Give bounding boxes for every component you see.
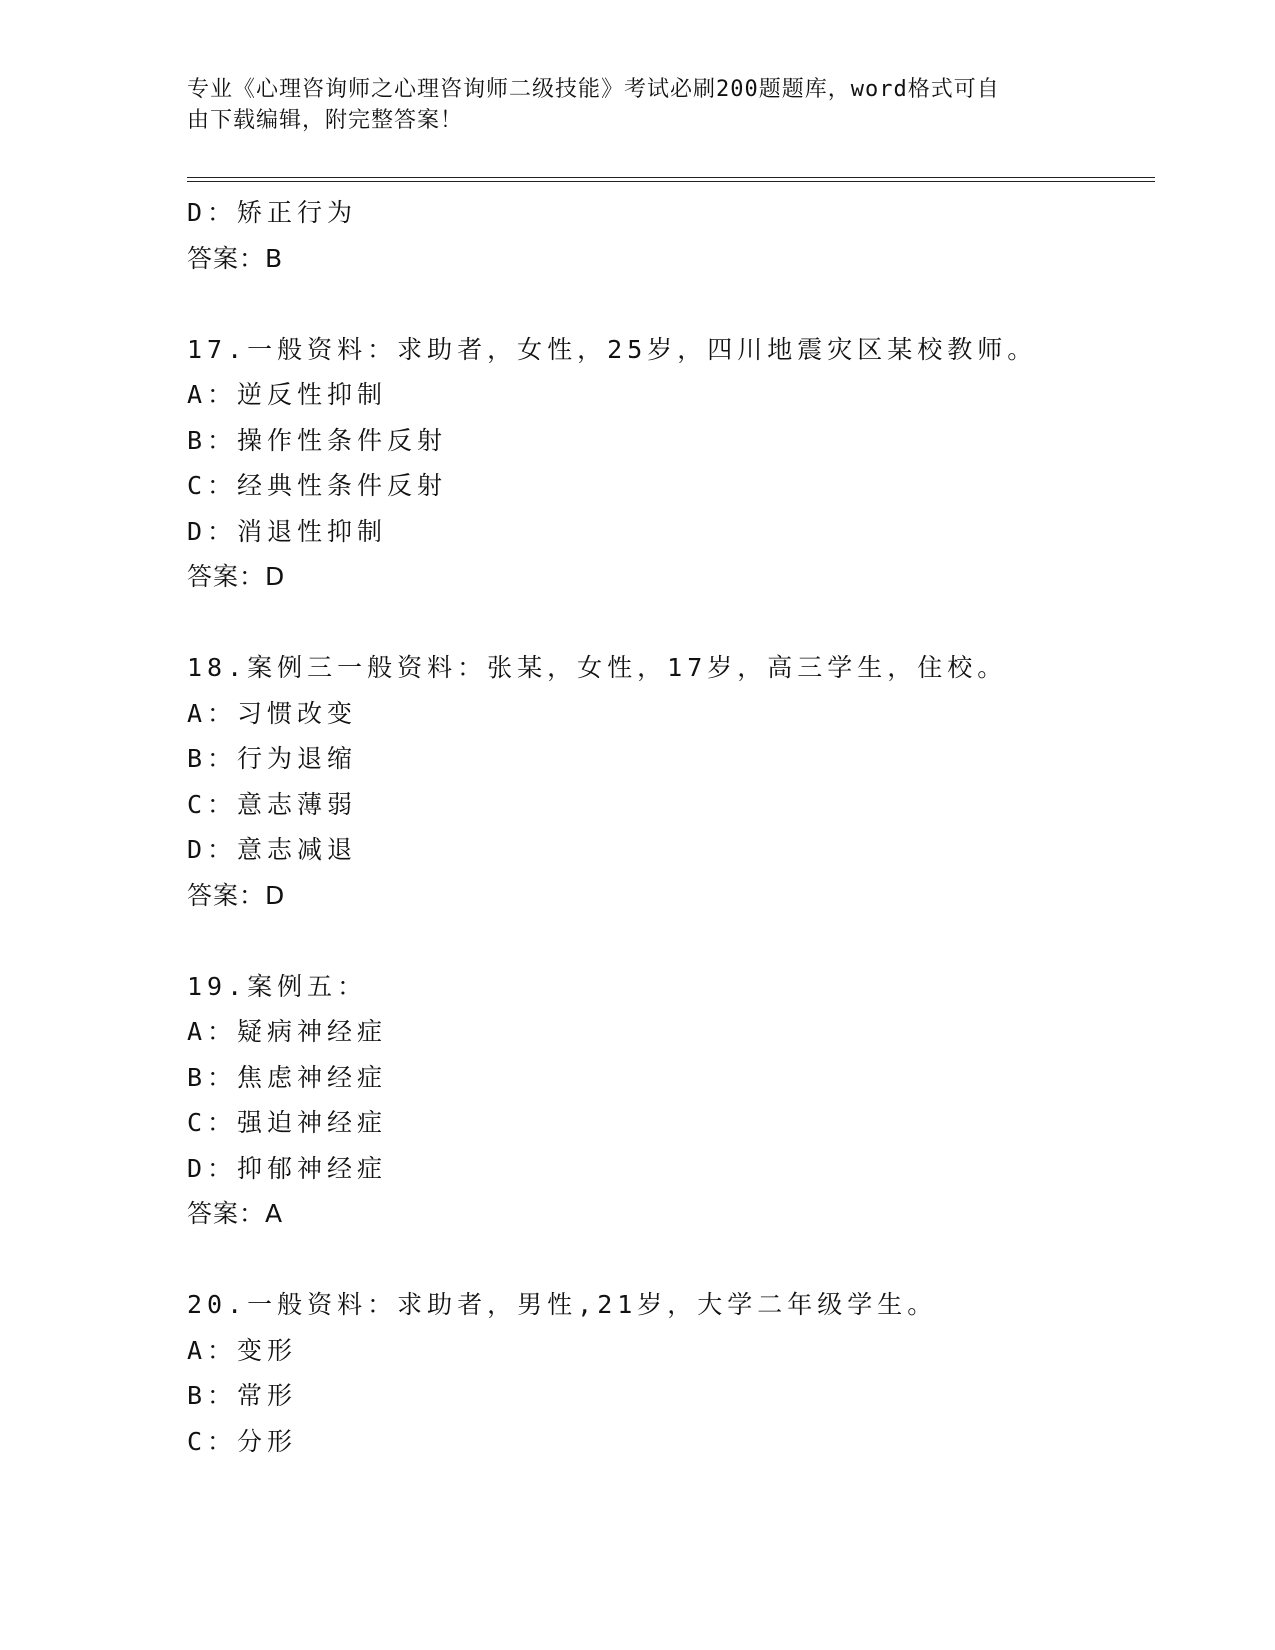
option-c: C：分形 — [187, 1426, 298, 1456]
option-a: A：变形 — [187, 1335, 298, 1365]
question-stem: 19.案例五： — [187, 971, 368, 1001]
answer: 答案：A — [187, 1199, 284, 1228]
option-a: A：习惯改变 — [187, 698, 358, 728]
question-16-tail — [187, 190, 1147, 281]
option-c: C：强迫神经症 — [187, 1108, 388, 1137]
question-18 — [187, 645, 1147, 918]
option-b: B：常形 — [187, 1381, 298, 1410]
question-19 — [187, 964, 1147, 1237]
header-line-2: 由下载编辑，附完整答案！ — [187, 108, 464, 133]
document-body — [187, 190, 1147, 1464]
question-17 — [187, 327, 1147, 600]
page-header — [187, 74, 1067, 136]
answer: 答案：D — [187, 562, 286, 591]
option-c: C：意志薄弱 — [187, 789, 358, 819]
option-a: A：疑病神经症 — [187, 1017, 388, 1046]
question-stem: 17.一般资料：求助者，女性，25岁，四川地震灾区某校教师。 — [187, 334, 1038, 364]
option-d: D：抑郁神经症 — [187, 1153, 388, 1183]
option-a: A：逆反性抑制 — [187, 380, 388, 409]
option-b: B：行为退缩 — [187, 744, 358, 773]
option-b: B：操作性条件反射 — [187, 425, 448, 455]
option-d: D：矫正行为 — [187, 198, 358, 227]
option-d: D：意志减退 — [187, 835, 358, 864]
answer: 答案：D — [187, 880, 286, 910]
header-divider — [187, 177, 1155, 182]
answer: 答案：B — [187, 243, 284, 273]
header-line-1: 专业《心理咨询师之心理咨询师二级技能》考试必刷200题题库，word格式可自 — [187, 77, 1000, 102]
question-stem: 18.案例三一般资料：张某，女性，17岁，高三学生，住校。 — [187, 653, 1008, 682]
question-stem: 20.一般资料：求助者，男性,21岁，大学二年级学生。 — [187, 1290, 938, 1319]
option-b: B：焦虑神经症 — [187, 1062, 388, 1092]
option-c: C：经典性条件反射 — [187, 471, 448, 500]
option-d: D：消退性抑制 — [187, 516, 388, 546]
question-20 — [187, 1282, 1147, 1464]
